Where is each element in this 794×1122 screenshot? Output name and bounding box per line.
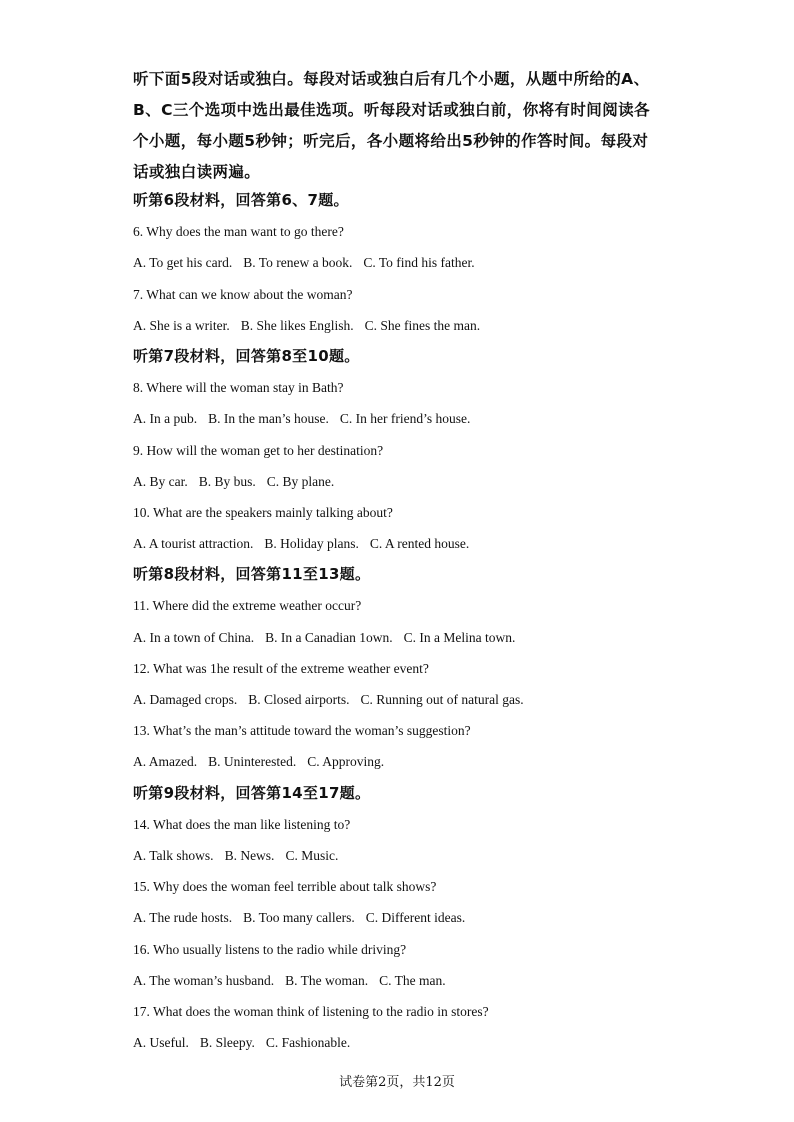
answer-options xyxy=(133,965,733,996)
question-text: 7. What can we know about the woman? xyxy=(133,286,353,302)
answer-option: A. The woman’s husband. xyxy=(133,972,275,988)
answer-options xyxy=(133,746,733,777)
answer-options xyxy=(133,840,733,871)
question-text: 6. Why does the man want to go there? xyxy=(133,224,344,240)
answer-option: A. In a pub. xyxy=(133,411,198,427)
answer-option: C. Running out of natural gas. xyxy=(360,692,524,707)
answer-option: B. In the man’s house. xyxy=(208,411,329,427)
answer-option: A. In a town of China. xyxy=(133,629,255,645)
answer-option: A. Amazed. xyxy=(133,754,198,770)
answer-option: B. Uninterested. xyxy=(208,754,297,770)
answer-option: C. The man. xyxy=(379,972,446,988)
answer-option: C. Different ideas. xyxy=(365,910,466,926)
question-text: 15. Why does the woman feel terrible about talk shows? xyxy=(133,879,437,895)
answer-option: C. To find his father. xyxy=(363,255,475,271)
answer-option: A. By car. xyxy=(133,473,188,489)
section-heading: 听第8段材料，回答第11至13题。 xyxy=(133,565,371,584)
answer-options xyxy=(133,403,733,434)
question-text: 8. Where will the woman stay in Bath? xyxy=(133,380,344,396)
answer-options xyxy=(133,1027,733,1058)
answer-option: A. Useful. xyxy=(133,1035,189,1051)
answer-option: C. By plane. xyxy=(266,473,335,489)
question-text: 9. How will the woman get to her destination? xyxy=(133,442,384,458)
listening-instructions: 听下面5段对话或独白。每段对话或独白后有几个小题，从题中所给的A、B、C三个选项中选出最佳选项。听每段对话或独白前，你将有时间阅读各个小题，每小题5秒钟；听完后，各小题将给出5秒钟的作答时间。每段对话或独白读两遍。 xyxy=(133,70,650,181)
answer-option: A. Talk shows. xyxy=(133,847,214,863)
answer-option: B. She likes English. xyxy=(240,317,354,333)
answer-option: B. Too many callers. xyxy=(243,910,355,926)
answer-option: B. Sleepy. xyxy=(199,1035,255,1051)
question-text: 14. What does the man like listening to? xyxy=(133,816,351,832)
answer-option: A. A tourist attraction. xyxy=(133,536,254,552)
question-text: 12. What was 1he result of the extreme weather event? xyxy=(133,660,429,676)
question-text: 16. Who usually listens to the radio while driving? xyxy=(133,941,407,957)
answer-options xyxy=(133,310,733,341)
answer-options xyxy=(133,247,733,278)
question-list xyxy=(133,185,733,1058)
answer-option: B. To renew a book. xyxy=(243,255,353,271)
answer-options xyxy=(133,528,733,559)
section-heading: 听第7段材料，回答第8至10题。 xyxy=(133,346,360,365)
answer-option: C. She fines the man. xyxy=(364,317,481,333)
answer-option: A. The rude hosts. xyxy=(133,910,233,926)
answer-options xyxy=(133,622,733,653)
page-footer: 试卷第2页，共12页 xyxy=(339,1075,455,1090)
answer-option: C. In her friend’s house. xyxy=(339,411,471,427)
answer-option: C. A rented house. xyxy=(369,536,470,552)
answer-options xyxy=(133,902,733,933)
answer-option: B. Holiday plans. xyxy=(264,536,359,552)
section-heading: 听第6段材料，回答第6、7题。 xyxy=(133,191,349,209)
question-text: 11. Where did the extreme weather occur? xyxy=(133,598,362,614)
question-text: 10. What are the speakers mainly talking about? xyxy=(133,504,393,520)
answer-option: B. By bus. xyxy=(198,473,256,489)
answer-option: C. Music. xyxy=(285,847,339,863)
answer-option: A. To get his card. xyxy=(133,255,233,271)
answer-options xyxy=(133,684,733,715)
section-heading: 听第9段材料，回答第14至17题。 xyxy=(133,783,371,802)
answer-option: B. News. xyxy=(224,847,275,863)
answer-option: C. Approving. xyxy=(307,754,385,770)
answer-option: A. Damaged crops. xyxy=(133,692,238,707)
answer-options xyxy=(133,466,733,497)
answer-option: C. Fashionable. xyxy=(265,1035,351,1051)
question-text: 17. What does the woman think of listening to the radio in stores? xyxy=(133,1003,489,1019)
answer-option: C. In a Melina town. xyxy=(403,629,516,645)
answer-option: A. She is a writer. xyxy=(133,317,230,333)
answer-option: B. In a Canadian 1own. xyxy=(265,629,393,645)
answer-option: B. Closed airports. xyxy=(248,692,350,707)
question-text: 13. What’s the man’s attitude toward the woman’s suggestion? xyxy=(133,723,471,739)
answer-option: B. The woman. xyxy=(285,972,369,988)
